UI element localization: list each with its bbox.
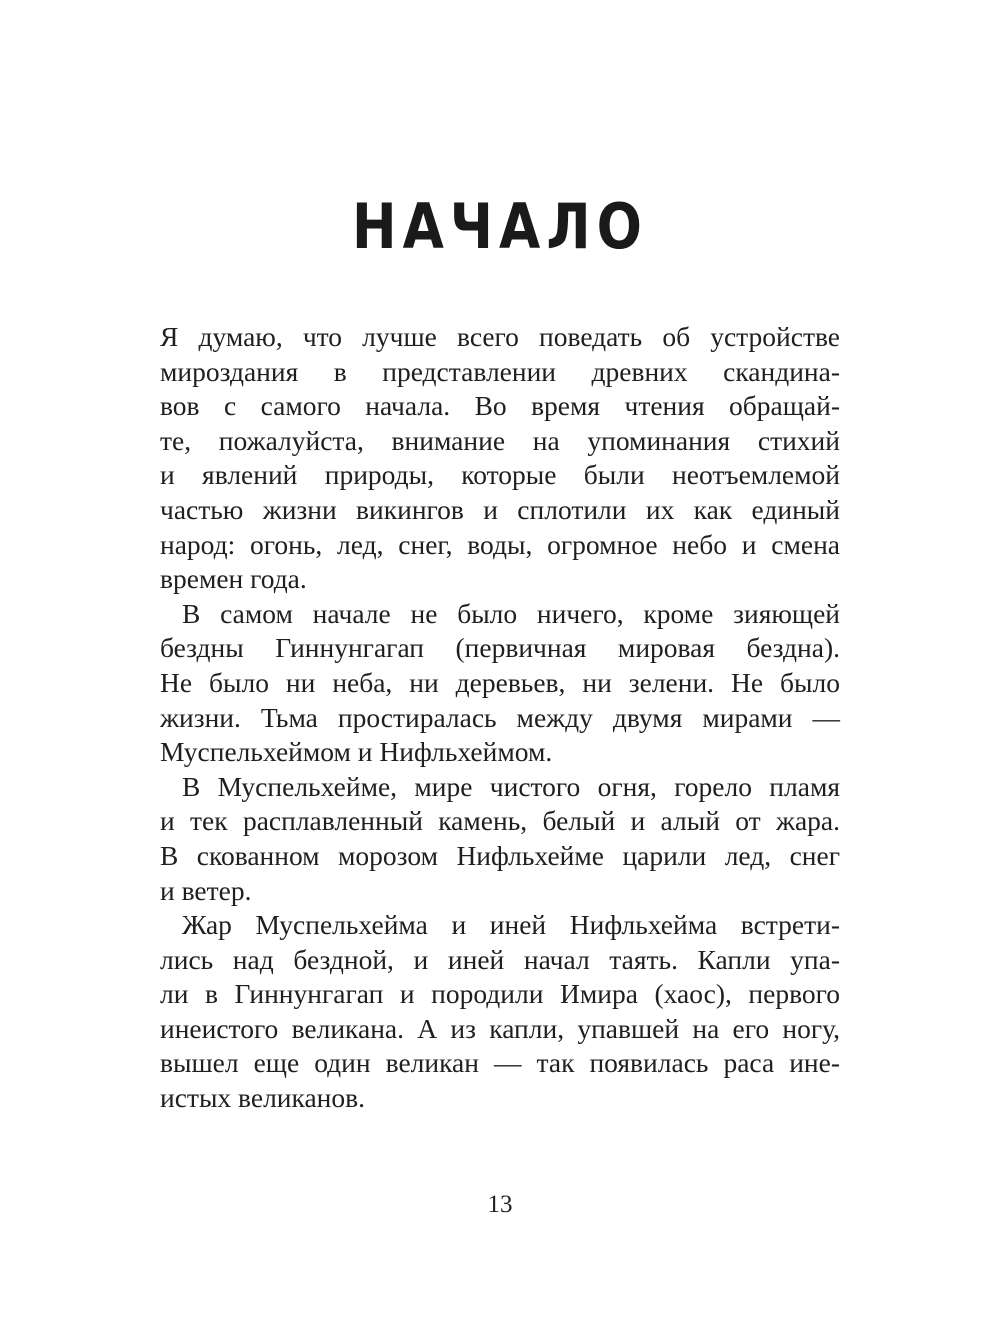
- text-line: Я думаю, что лучше всего поведать об устройстве: [160, 321, 840, 352]
- text-line: Жар Муспельхейма и иней Нифльхейма встрети-: [182, 909, 840, 941]
- text-line: Не было ни неба, ни деревьев, ни зелени. Не было: [160, 666, 840, 698]
- text-line: народ: огонь, лед, снег, воды, огромное небо и смена: [160, 528, 840, 560]
- text-line: лись над бездной, и иней начал таять. Капли упа-: [160, 943, 840, 975]
- chapter-title: НАЧАЛО: [351, 190, 648, 263]
- page-number: 13: [487, 1191, 513, 1218]
- text-line: и явлений природы, которые были неотъемлемой: [160, 459, 840, 491]
- paragraph-3: [160, 770, 840, 908]
- paragraph-4: [160, 908, 840, 1116]
- text-line: В самом начале не было ничего, кроме зияющей: [182, 597, 840, 629]
- text-line: ли в Гиннунгагап и породили Имира (хаос), первого: [160, 978, 840, 1010]
- paragraph-2: [160, 597, 840, 770]
- text-line: и ветер.: [160, 874, 252, 906]
- text-line: вышел еще один великан — так появилась раса ине-: [160, 1047, 840, 1079]
- text-line: те, пожалуйста, внимание на упоминания стихий: [160, 424, 840, 456]
- text-line: и тек расплавленный камень, белый и алый от жара.: [160, 805, 840, 837]
- text-line: В скованном морозом Нифльхейме царили лед, снег: [160, 839, 840, 871]
- text-line: истых великанов.: [160, 1082, 365, 1114]
- paragraph-1: [160, 320, 840, 597]
- text-line: Муспельхеймом и Нифльхеймом.: [160, 736, 553, 768]
- body-text: [160, 320, 840, 1116]
- text-line: мироздания в представлении древних скандина-: [160, 355, 840, 387]
- text-line: частью жизни викингов и сплотили их как единый: [160, 493, 840, 525]
- text-line: жизни. Тьма простиралась между двумя мирами —: [160, 701, 840, 733]
- text-line: вов с самого начала. Во время чтения обращай-: [160, 390, 840, 422]
- text-line: бездны Гиннунгагап (первичная мировая бездна).: [160, 632, 840, 664]
- text-line: времен года.: [160, 563, 307, 595]
- text-line: инеистого великана. А из капли, упавшей на его ногу,: [160, 1012, 840, 1044]
- text-line: В Муспельхейме, мире чистого огня, горело пламя: [182, 770, 840, 802]
